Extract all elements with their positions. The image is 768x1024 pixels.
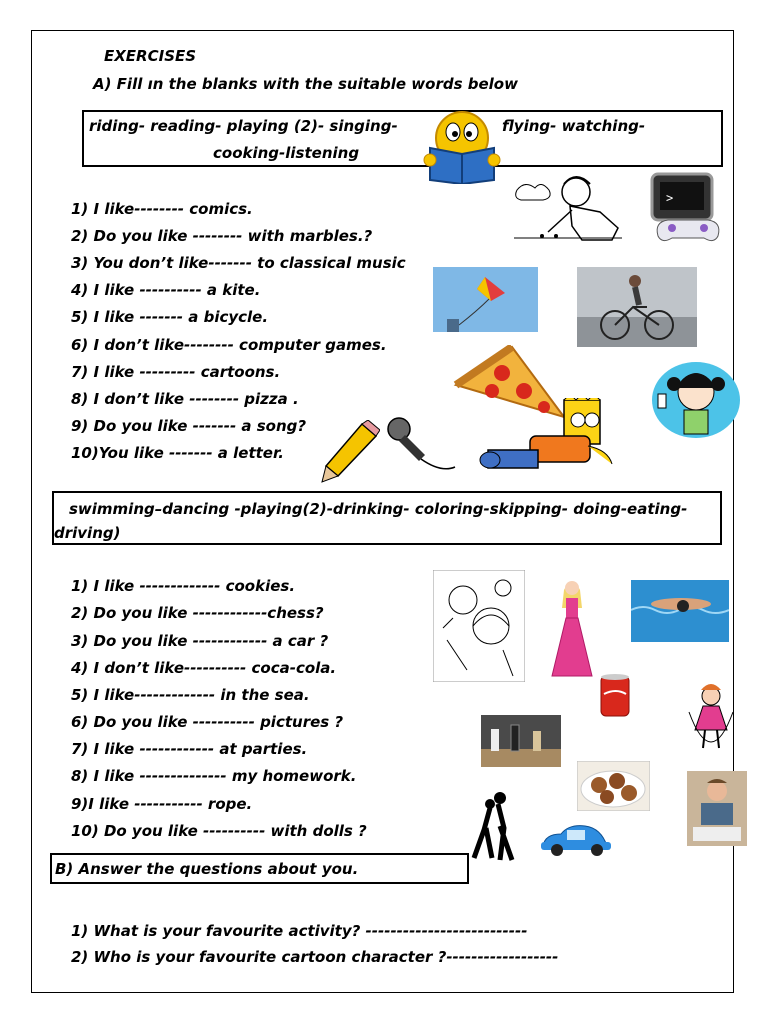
- svg-text:>: >: [666, 191, 674, 205]
- b-item-2: 2) Do you like ------------chess?: [71, 604, 324, 622]
- car-image: [537, 822, 615, 858]
- cookies-image: [577, 761, 650, 811]
- smiley-reading-icon: [420, 108, 504, 184]
- word-bank-a-line1-left: riding- reading- playing (2)- singing-: [89, 117, 398, 135]
- a-item-6: 6) I don’t like-------- computer games.: [71, 336, 387, 354]
- kite-photo: [433, 267, 538, 332]
- girl-skipping-image: [683, 682, 739, 754]
- b-item-4: 4) I don’t like---------- coca-cola.: [71, 659, 337, 677]
- swimmer-photo: [631, 580, 729, 642]
- coloring-page-image: [433, 570, 525, 682]
- a-item-1: 1) I like-------- comics.: [71, 200, 253, 218]
- b-item-1: 1) I like ------------- cookies.: [71, 577, 296, 595]
- b-item-7: 7) I like ------------ at parties.: [71, 740, 308, 758]
- game-console-image: [650, 172, 728, 244]
- word-bank-a-line1-right: flying- watching-: [502, 117, 646, 135]
- cyclist-photo: [577, 267, 697, 347]
- b-item-6: 6) Do you like ---------- pictures ?: [71, 713, 344, 731]
- a-item-4: 4) I like ---------- a kite.: [71, 281, 261, 299]
- homework-photo: [687, 771, 747, 846]
- word-bank-b-line1: swimming–dancing -playing(2)-drinking- coloring-skipping- doing-eating-: [69, 500, 688, 518]
- b-item-3: 3) Do you like ------------ a car ?: [71, 632, 329, 650]
- dancers-silhouette: [470, 790, 522, 862]
- cartoon-boy-lying-image: [478, 398, 638, 476]
- a-item-5: 5) I like ------- a bicycle.: [71, 308, 269, 326]
- section-a-instruction: A) Fill ın the blanks with the suitable words below: [93, 75, 518, 93]
- word-bank-a-line2: cooking-listening: [213, 144, 360, 162]
- section-b-instruction: B) Answer the questions about you.: [55, 860, 359, 878]
- boy-marbles-image: [512, 170, 632, 248]
- b-item-10: 10) Do you like ---------- with dolls ?: [71, 822, 367, 840]
- heading: EXERCISES: [104, 47, 197, 65]
- a-item-2: 2) Do you like -------- with marbles.?: [71, 227, 373, 245]
- word-bank-b-line2: driving): [54, 524, 121, 542]
- a-item-10: 10)You like ------- a letter.: [71, 444, 284, 462]
- a-item-8: 8) I don’t like -------- pizza .: [71, 390, 299, 408]
- cola-can-image: [598, 672, 632, 720]
- question-1: 1) What is your favourite activity? --------------------------: [71, 922, 528, 940]
- a-item-7: 7) I like --------- cartoons.: [71, 363, 281, 381]
- girl-music-image: [650, 360, 742, 440]
- a-item-3: 3) You don’t like------- to classical music: [71, 254, 406, 272]
- b-item-9: 9)I like ----------- rope.: [71, 795, 253, 813]
- pencil-icon: [320, 420, 380, 486]
- b-item-5: 5) I like------------- in the sea.: [71, 686, 310, 704]
- a-item-9: 9) Do you like ------- a song?: [71, 417, 307, 435]
- chess-photo: [481, 715, 561, 767]
- doll-image: [548, 576, 596, 680]
- microphone-icon: [385, 415, 457, 475]
- question-2: 2) Who is your favourite cartoon character ?------------------: [71, 948, 559, 966]
- b-item-8: 8) I like -------------- my homework.: [71, 767, 357, 785]
